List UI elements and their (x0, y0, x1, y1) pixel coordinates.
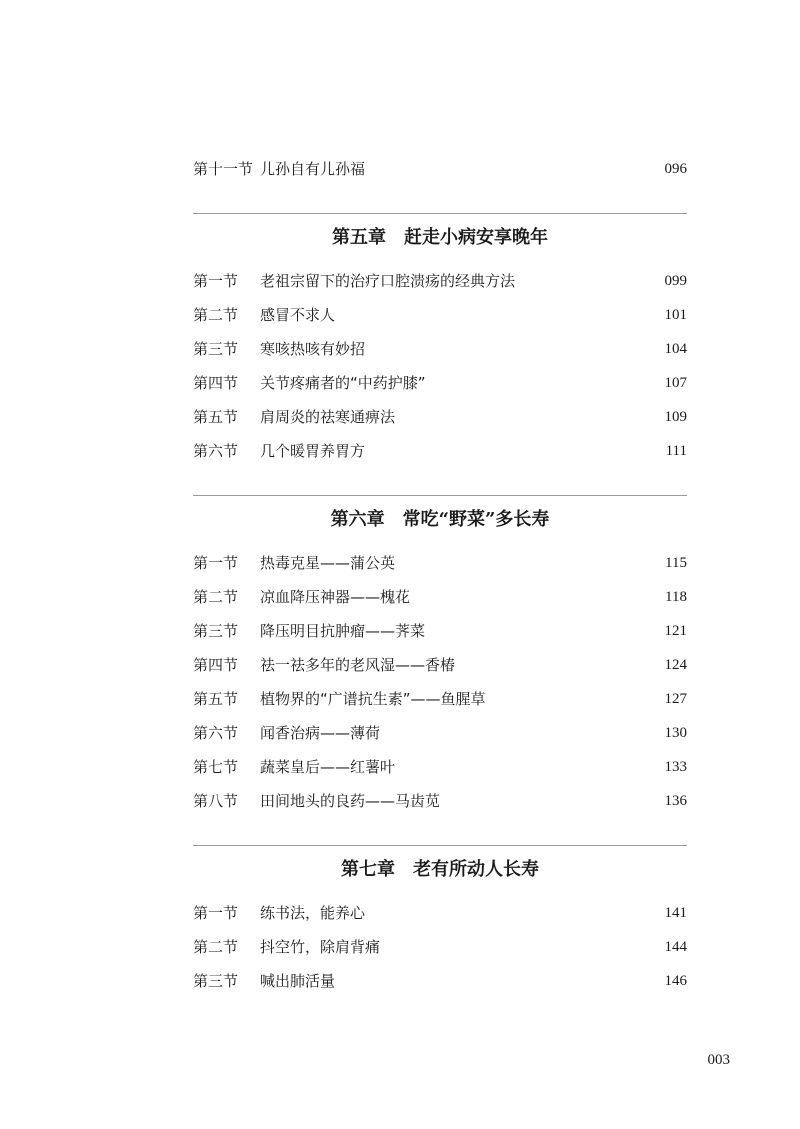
toc-entry[interactable] (193, 687, 687, 711)
section-number: 第六节 (193, 724, 239, 742)
section-number: 第一节 (193, 554, 239, 572)
chapter-divider (193, 213, 687, 214)
section-page-number: 144 (664, 939, 687, 955)
section-number: 第一节 (193, 272, 239, 290)
section-page-number: 141 (664, 905, 687, 921)
toc-entry[interactable] (193, 405, 687, 429)
section-number: 第四节 (193, 656, 239, 674)
section-title: 凉血降压神器——槐花 (260, 588, 411, 606)
section-title: 蔬菜皇后——红薯叶 (260, 758, 396, 776)
toc-entry[interactable] (193, 789, 687, 813)
section-title: 感冒不求人 (260, 306, 336, 324)
section-page-number: 127 (664, 691, 687, 707)
chapter-heading (193, 856, 687, 884)
toc-entry[interactable] (193, 935, 687, 959)
section-title: 喊出肺活量 (260, 972, 336, 990)
section-title: 寒咳热咳有妙招 (260, 340, 366, 358)
toc-entry[interactable] (193, 755, 687, 779)
section-title: 抖空竹，除肩背痛 (260, 938, 381, 956)
section-page-number: 130 (664, 725, 687, 741)
section-page-number: 099 (664, 273, 687, 289)
section-page-number: 146 (664, 973, 687, 989)
toc-entry[interactable] (193, 439, 687, 463)
section-title: 儿孙自有儿孙福 (260, 160, 366, 178)
chapter-title: 老有所动人长寿 (413, 859, 539, 880)
section-page-number: 121 (664, 623, 687, 639)
section-title: 热毒克星——蒲公英 (260, 554, 396, 572)
chapter-title: 赶走小病安享晚年 (404, 227, 548, 248)
section-title: 几个暖胃养胃方 (260, 442, 366, 460)
section-number: 第四节 (193, 374, 239, 392)
chapter-number: 第五章 (332, 227, 386, 248)
chapter-number: 第七章 (341, 859, 395, 880)
toc-entry[interactable] (193, 551, 687, 575)
section-title: 肩周炎的祛寒通痹法 (260, 408, 396, 426)
chapter-heading (193, 224, 687, 252)
section-number: 第三节 (193, 972, 239, 990)
section-number: 第五节 (193, 408, 239, 426)
toc-entry[interactable] (193, 901, 687, 925)
section-number: 第二节 (193, 306, 239, 324)
chapter-divider (193, 845, 687, 846)
page-number: 003 (707, 1052, 730, 1068)
section-page-number: 096 (664, 161, 687, 177)
toc-entry[interactable] (193, 303, 687, 327)
section-page-number: 115 (665, 555, 687, 571)
section-page-number: 124 (664, 657, 687, 673)
section-number: 第二节 (193, 938, 239, 956)
section-number: 第三节 (193, 622, 239, 640)
section-number: 第五节 (193, 690, 239, 708)
toc-entry[interactable] (193, 157, 687, 181)
chapter-heading (193, 506, 687, 534)
section-number: 第十一节 (193, 160, 254, 178)
section-page-number: 111 (665, 443, 687, 459)
section-title: 植物界的“广谱抗生素”——鱼腥草 (260, 690, 486, 708)
toc-entry[interactable] (193, 721, 687, 745)
section-number: 第二节 (193, 588, 239, 606)
section-page-number: 136 (664, 793, 687, 809)
section-title: 老祖宗留下的治疗口腔溃疡的经典方法 (260, 272, 516, 290)
section-page-number: 107 (664, 375, 687, 391)
toc-entry[interactable] (193, 371, 687, 395)
section-page-number: 118 (665, 589, 687, 605)
toc-entry[interactable] (193, 653, 687, 677)
section-title: 祛一祛多年的老风湿——香椿 (260, 656, 456, 674)
toc-entry[interactable] (193, 585, 687, 609)
chapter-title: 常吃“野菜”多长寿 (402, 509, 550, 530)
toc-entry[interactable] (193, 269, 687, 293)
toc-entry[interactable] (193, 337, 687, 361)
section-number: 第六节 (193, 442, 239, 460)
section-title: 关节疼痛者的“中药护膝” (260, 374, 426, 392)
section-title: 降压明目抗肿瘤——荠菜 (260, 622, 426, 640)
section-page-number: 104 (664, 341, 687, 357)
section-page-number: 133 (664, 759, 687, 775)
section-number: 第七节 (193, 758, 239, 776)
toc-entry[interactable] (193, 619, 687, 643)
section-number: 第一节 (193, 904, 239, 922)
section-number: 第三节 (193, 340, 239, 358)
toc-entry[interactable] (193, 969, 687, 993)
section-page-number: 109 (664, 409, 687, 425)
section-number: 第八节 (193, 792, 239, 810)
section-title: 田间地头的良药——马齿苋 (260, 792, 441, 810)
section-page-number: 101 (664, 307, 687, 323)
section-title: 练书法，能养心 (260, 904, 366, 922)
chapter-number: 第六章 (330, 509, 385, 530)
chapter-divider (193, 495, 687, 496)
section-title: 闻香治病——薄荷 (260, 724, 381, 742)
